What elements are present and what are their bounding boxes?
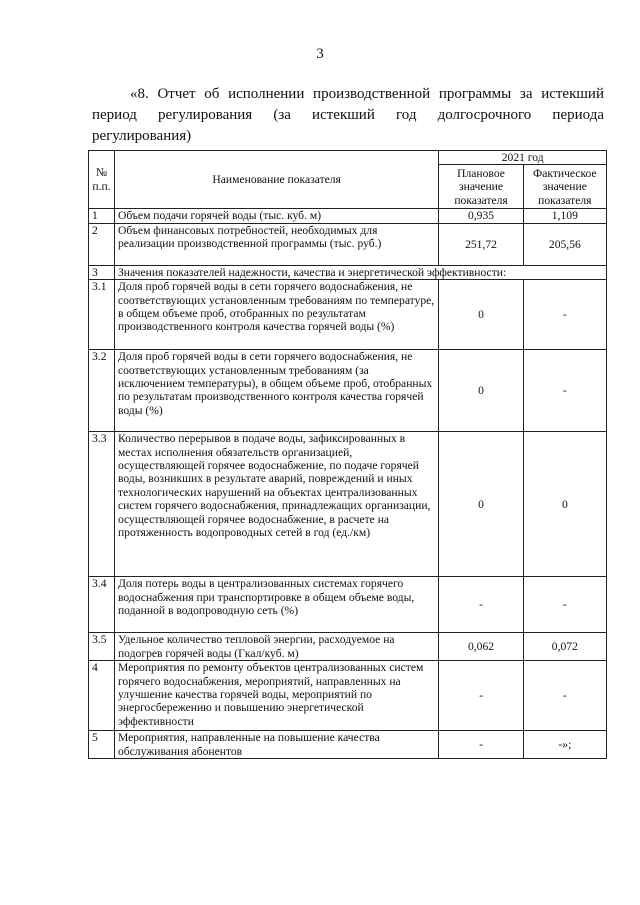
heading-line-2: период регулирования (за истекший год долгосрочного периода xyxy=(92,107,604,123)
heading-line-1: «8. Отчет об исполнении производственной программы за истекший xyxy=(130,86,604,102)
indicator-name: Доля проб горячей воды в сети горячего водоснабжения, не соответствующих установленным требованиям (за исключением температуры), в общем объеме проб, отобранных по результатам производственного контроля качества горячей воды (%) xyxy=(114,350,438,432)
planned-value: 0 xyxy=(439,280,523,350)
actual-value: - xyxy=(523,577,606,633)
production-program-report-table xyxy=(88,150,607,759)
section-heading xyxy=(92,84,604,147)
table-row xyxy=(89,209,607,223)
planned-value: - xyxy=(439,661,523,731)
table-row xyxy=(89,633,607,661)
indicator-name: Мероприятия по ремонту объектов централизованных систем горячего водоснабжения, мероприятий, направленных на улучшение качества горячей воды, мероприятий по энергосбережению и повышению энергетической эффективности xyxy=(114,661,438,731)
planned-value: 0 xyxy=(439,350,523,432)
indicator-name: Доля проб горячей воды в сети горячего водоснабжения, не соответствующих установленным требованиям по температуре, в общем объеме проб, отобранных по результатам производственного контроля качества горячей воды (%) xyxy=(114,280,438,350)
planned-value: - xyxy=(439,731,523,759)
planned-value: 0,935 xyxy=(439,209,523,223)
row-number: 3.4 xyxy=(89,577,115,633)
actual-value: 1,109 xyxy=(523,209,606,223)
actual-value: - xyxy=(523,350,606,432)
actual-value: - xyxy=(523,280,606,350)
planned-value: 251,72 xyxy=(439,223,523,265)
page-number: 3 xyxy=(316,46,324,62)
row-number: 1 xyxy=(89,209,115,223)
indicator-name: Значения показателей надежности, качества и энергетической эффективности: xyxy=(114,265,606,279)
row-number: 2 xyxy=(89,223,115,265)
table-row xyxy=(89,350,607,432)
planned-value: 0,062 xyxy=(439,633,523,661)
report-body xyxy=(89,209,607,759)
header-name: Наименование показателя xyxy=(114,151,438,209)
heading-line-3: регулирования) xyxy=(92,128,192,144)
row-number: 3.2 xyxy=(89,350,115,432)
indicator-name: Мероприятия, направленные на повышение качества обслуживания абонентов xyxy=(114,731,438,759)
header-plan: Плановое значение показателя xyxy=(439,165,523,209)
table-row xyxy=(89,661,607,731)
actual-value: 205,56 xyxy=(523,223,606,265)
actual-value: - xyxy=(523,661,606,731)
actual-value: -»; xyxy=(523,731,606,759)
planned-value: - xyxy=(439,577,523,633)
actual-value: 0 xyxy=(523,432,606,577)
table-row xyxy=(89,432,607,577)
header-fact: Фактическое значение показателя xyxy=(523,165,606,209)
table-row xyxy=(89,731,607,759)
indicator-name: Доля потерь воды в централизованных системах горячего водоснабжения при транспортировке в общем объеме воды, поданной в водопроводную сеть (%) xyxy=(114,577,438,633)
header-num: № п.п. xyxy=(89,151,115,209)
table-row xyxy=(89,265,607,279)
row-number: 3.5 xyxy=(89,633,115,661)
indicator-name: Удельное количество тепловой энергии, расходуемое на подогрев горячей воды (Гкал/куб. м) xyxy=(114,633,438,661)
indicator-name: Объем финансовых потребностей, необходимых для реализации производственной программы (тыс. руб.) xyxy=(114,223,438,265)
planned-value: 0 xyxy=(439,432,523,577)
actual-value: 0,072 xyxy=(523,633,606,661)
table-row xyxy=(89,223,607,265)
row-number: 5 xyxy=(89,731,115,759)
table-row xyxy=(89,280,607,350)
indicator-name: Объем подачи горячей воды (тыс. куб. м) xyxy=(114,209,438,223)
indicator-name: Количество перерывов в подаче воды, зафиксированных в местах исполнения обязательств организацией, осуществляющей горячее водоснабжение, по подаче горячей воды, возникших в результате аварий, повреждений и иных технологических нарушений на объектах централизованных систем горячего водоснабжения, принадлежащих организации, осуществляющей горячее водоснабжение, в расчете на протяженность водопроводных сетей в год (ед./км) xyxy=(114,432,438,577)
table-row xyxy=(89,577,607,633)
header-year: 2021 год xyxy=(439,151,607,165)
row-number: 3 xyxy=(89,265,115,279)
row-number: 4 xyxy=(89,661,115,731)
row-number: 3.3 xyxy=(89,432,115,577)
row-number: 3.1 xyxy=(89,280,115,350)
